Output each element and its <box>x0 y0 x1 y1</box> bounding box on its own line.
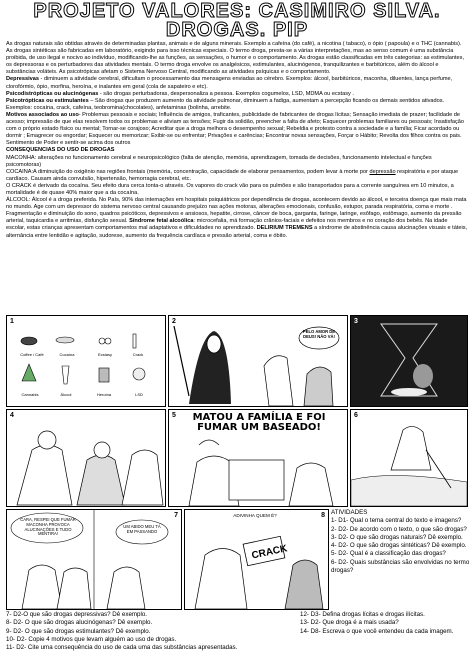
footer-item: 8- D2- O que são drogas alucinógenas? Dê exemplo. <box>6 619 153 627</box>
head-2 <box>94 442 110 458</box>
panel-4-family-cartoon <box>6 409 166 507</box>
panel-6-sand-figure <box>350 409 468 507</box>
scythe-handle <box>174 326 189 396</box>
newspaper-headline: MATOU A FAMÍLIA E FOI FUMAR UM BASEADO! <box>192 412 326 433</box>
panel-8-speech: ADIVINHA QUEM É? <box>233 513 277 518</box>
consequencias-title-text: CONSEQUENCIAS DO USO DE DROGAS <box>6 147 115 154</box>
crack-sign-text: CRACK <box>250 543 289 562</box>
consequencias-title <box>6 147 468 154</box>
alucinogenas-label: Psicodistrópticas ou alucinógenas <box>6 90 99 97</box>
person-figure-2 <box>77 455 125 505</box>
estimulantes-text: – São drogas que produzem aumento da atividade pulmonar, diminuem a fadiga, aumentam a percepção ficando os demais sentidos ativados. Exemplos: cocaína, crack, cafeína, teobromina(chocolates), anfetaminas (bolinha, arrebite. <box>6 97 445 111</box>
alcool-paragraph <box>6 197 468 240</box>
panel-3-hourglass <box>350 315 468 407</box>
footer-item: 14- D8- Escreva o que você entendeu da cada imagem. <box>300 627 454 635</box>
sand-illustration <box>351 410 467 506</box>
second-figure <box>289 463 333 506</box>
panel-1-drug-icons <box>6 315 166 407</box>
cocaine-pile-icon <box>56 337 74 343</box>
panel-number: 1 <box>10 318 14 325</box>
motivos-label: Motivos associados ao uso <box>6 111 79 118</box>
depressivas-text: - diminuem a atividade cerebral, dificultam o processamento das mensagens enviadas ao cérebro. Exemplos: álcool, barbitúricos, maconha, diluentes, lança perfume, clorofórmio, ópio, morfina, heroína, e inalantes em geral (cola de sapateiro e etc). <box>6 76 453 90</box>
cocaina-link: depressão <box>369 168 396 175</box>
person-figure-3 <box>122 450 163 505</box>
activity-item: 5- D2- Qual é a classificação das drogas? <box>331 550 446 558</box>
footer-item: 13- D2- Que droga é a mais usada? <box>300 619 399 627</box>
activity-item: 6- D2- Quais substâncias são envolvidas no termo drogas? <box>331 558 470 575</box>
panel-number: 6 <box>354 412 358 419</box>
footer-item: 10- D2- Copie 4 motivos que levam alguém ao uso de drogas. <box>6 635 177 643</box>
cocaina-text-a: COCAINA:A diminuição do oxigênio nas regiões frontais (memória, concentração, capacidade de elaborar pensamentos, podem levar à morte por <box>6 168 370 175</box>
maconha-paragraph: MACONHA: alterações no funcionamento cerebral e neuropsicológico (falta de atenção, memória, aprendizagem, tomada de decisões, funcionamento intelectual e funções psicomotoras) <box>6 154 432 168</box>
newspaper <box>229 460 284 500</box>
skull-shape <box>413 364 433 388</box>
sindrome-fetal-label: Síndrome fetal alcoólica <box>129 218 194 225</box>
pill-icon-2 <box>105 338 111 344</box>
panel-number: 3 <box>354 318 358 325</box>
head-1 <box>38 431 56 449</box>
smoke-swirl <box>199 440 219 445</box>
reaper-skull <box>207 335 221 353</box>
footer-questions-left <box>6 611 296 652</box>
powder-pile <box>391 388 427 396</box>
activities-title: ATIVIDADES <box>331 509 368 516</box>
panel-5-newspaper-cartoon <box>168 409 348 507</box>
title-line-2: DROGAS. PIP <box>165 19 309 41</box>
activities-box <box>331 509 471 575</box>
panel-number: 7 <box>174 512 178 519</box>
main-text <box>6 41 468 240</box>
comic-figure-1 <box>22 565 62 609</box>
wine-glass-icon <box>62 366 69 384</box>
alucinogenas-text: - são drogas perturbadoras, despersonaliza a pessoa. Exemplos cogumelos, LSD, MDMA ou ecstasy . <box>98 90 354 97</box>
pill-icon <box>99 338 105 344</box>
footer-item: 9- D2- O que são drogas estimulantes? Dê exemplo. <box>6 627 151 635</box>
panel-2-reaper-cartoon <box>168 315 348 407</box>
cigarette-pack-icon <box>99 368 109 382</box>
comic-figure-3 <box>107 567 145 609</box>
estimulantes-label: Psicotrópticas ou estimulantes <box>6 97 89 104</box>
crack-illustration <box>185 510 328 609</box>
activity-item: 4- D2- O que são drogas sintéticas? Dê exemplo. <box>331 542 467 550</box>
panel-number: 8 <box>321 512 325 519</box>
depressivas-label: Depressivas <box>6 76 39 83</box>
panel-7-speech-right: UM ABIDO MEU TÁ EM PASSANDO <box>123 524 161 534</box>
mother-figure <box>304 367 333 406</box>
panel-8-crack-cartoon <box>184 509 329 610</box>
sand-ground <box>351 475 467 506</box>
alucinogenas-paragraph <box>6 91 468 98</box>
caption-lsd: LSD <box>135 392 143 397</box>
caption-heroina: Heroína <box>96 392 112 397</box>
crack-paragraph: O CRACK é derivado da cocaína. Seu efeito dura cerca tonta-o através. Os vapores do crack vão para os pulmões e são transportados para a corrente sanguínea em 10 minutos, a mortalidade é de quase 40% maior que a da cocaína. <box>6 182 454 196</box>
intro-paragraph: As drogas naturais são obtidas através de determinadas plantas, animais e de alguns minerais. Exemplo a cafeína (do café), a nicotina ( tabaco), o ópio ( papoula) e o THC (cannabis). As drogas sintéticas são fabricadas em laboratório, exigindo para isso técnicas especiais. O termo droga, presta-se a várias interpretações, mas ao senso comum é uma substância proibida, de uso ilegal e nocivo ao indivíduo, modificando-lhe as funções, as sensações, o humor e o comportamento. As drogas estão classificadas em três categorias: as estimulantes, os depressoras e os perturbadores das atividades mentais. O termo droga envolve os analgésicos, estimulantes, alucinógenos, tranquilizantes e barbitúricos, além do álcool e substâncias voláteis. As psicotrópicas afetam o Sistema Nervoso Central, modificando as atividades psíquicas e o comportamento. <box>6 41 465 76</box>
comic-figure-2 <box>57 568 91 609</box>
activity-item: 2- D2- De acordo com o texto, o que são drogas? <box>331 525 467 533</box>
panel-7-comic-strip <box>6 509 182 610</box>
reaper-shadow <box>285 560 323 609</box>
hourglass-illustration <box>351 316 467 406</box>
activity-item: 3- D2- O que são drogas naturais? Dê exemplo. <box>331 533 463 541</box>
alcool-text-a: ÁLCOOL: Álcool é a droga preferida. No País, 90% das internações em hospitais psiquiátricos por dependência de drogas, acontecem devido ao álcool, e terceira doença que mais mata no mundo. Age com um depressor do sistema nervoso central causando prejuízo nas ações motoras, alterações emocionais, confusão, estupor, parada respiratória, coma e morte . Fragmentação e diminuição do sono, quadros psicóticos, depressivos e ansiosos, hepatite, cirrose, câncer de boca, garganta, faringe, laringe, esôfago, estômago, aumento da pressão arterial, taquicardia e arritmias, disfunção sexual. <box>6 197 467 225</box>
panel-7-speech-left: CARA, RESPEI QUE FUMAR MACONHA PROVOCA ALUCINAÇÕES E TUDO MENTIRA! <box>20 517 76 537</box>
estimulantes-paragraph <box>6 98 468 112</box>
lsd-tab-icon <box>133 368 145 380</box>
panel-number: 4 <box>10 412 14 419</box>
crack-figure <box>195 549 247 610</box>
caption-ecstasy: Ecstasy <box>97 352 112 357</box>
coffee-cup-icon <box>21 337 37 345</box>
cocaina-paragraph <box>6 169 468 183</box>
footer-questions-right <box>300 611 470 636</box>
child-figure <box>264 356 293 406</box>
footer-item: 11- D2- Cite uma consequência do uso de cada uma das substâncias apresentadas. <box>6 644 238 652</box>
depressivas-paragraph <box>6 76 468 90</box>
motivos-text: - Problemas pessoais e sociais; Influência de amigos, traficantes, publicidade de fabricantes de drogas lícitas; Sensação imediata de prazer; facilidade de acesso; impressão de que elas resolvem todos os problemas e aliviam as tensões; Fugir da solidão, preencher a falta de afeto; Esquecer problemas familiares ou pessoais; Insatisfação com o próprio estado físico ou mental; Tornar-se corajoso; Acreditar que a droga melhora o desempenho sexual; Rebeldia e protesto contra a sociedade e a família; Ficar acordado ou dormir ; Emagrecer ou engordar; Esquecer ou memorizar; Exibir-se ou enfrentar; Privações e carências; Encontrar novas sensações, Forçar o Hábito; Revolta dos filhos contra os pais. Sentimento de Poder e sentir-se acima dos outros <box>6 111 464 147</box>
activity-item: 1- D1- Qual o tema central do texto e imagens? <box>331 517 462 525</box>
caption-cannabis: Cannabis <box>21 392 39 397</box>
panel-number: 2 <box>172 318 176 325</box>
title-line-1: PROJETO VALORES: CASIMIRO SILVA. <box>33 0 441 22</box>
motivos-paragraph <box>6 112 468 147</box>
syringe-icon <box>133 334 136 348</box>
delirium-label: DELIRIUM TREMENS <box>256 225 313 232</box>
caption-crack: Crack <box>132 352 144 357</box>
cannabis-leaf-icon <box>22 364 36 381</box>
footer-item: 12- D3- Defina drogas lícitas e drogas ilícitas. <box>300 611 425 618</box>
footer-item: 7- D2-O que são drogas depressivas? Dê exemplo. <box>6 611 148 618</box>
panel-2-speech: PELO AMOR DE DEUS! NÃO VÁ! <box>302 329 336 339</box>
page-title <box>6 2 468 40</box>
alcool-text-c: a síndrome de abstinência causa alucinações visuais e táteis, alternância entre lentidão e agitação, sudorese, aumento da frequência cardíaca e pressão arterial, coma e óbito. <box>6 225 468 239</box>
alcool-text-b: : microcefalia, má formação crânios-faciais e defeitos nos membros e no coração dos bebês. Na idade escolar, estas crianças apresentam comportamentos mal adaptativos e dificuldades no aprendizado. <box>6 218 448 232</box>
caption-alcool: Álcool <box>60 392 72 397</box>
caption-cocaina: Cocaína <box>59 352 75 357</box>
caption-coffee: Coffee / Café <box>20 352 44 357</box>
panel-number: 5 <box>172 412 176 419</box>
person-figure-1 <box>17 445 72 505</box>
cocaina-text-b: respiratória e por ataque cardíaco. Causam ainda convulsão, hipertensão, hemorragia cerebral, etc. <box>6 168 459 182</box>
family-illustration <box>7 410 165 506</box>
standing-figure <box>391 426 431 470</box>
